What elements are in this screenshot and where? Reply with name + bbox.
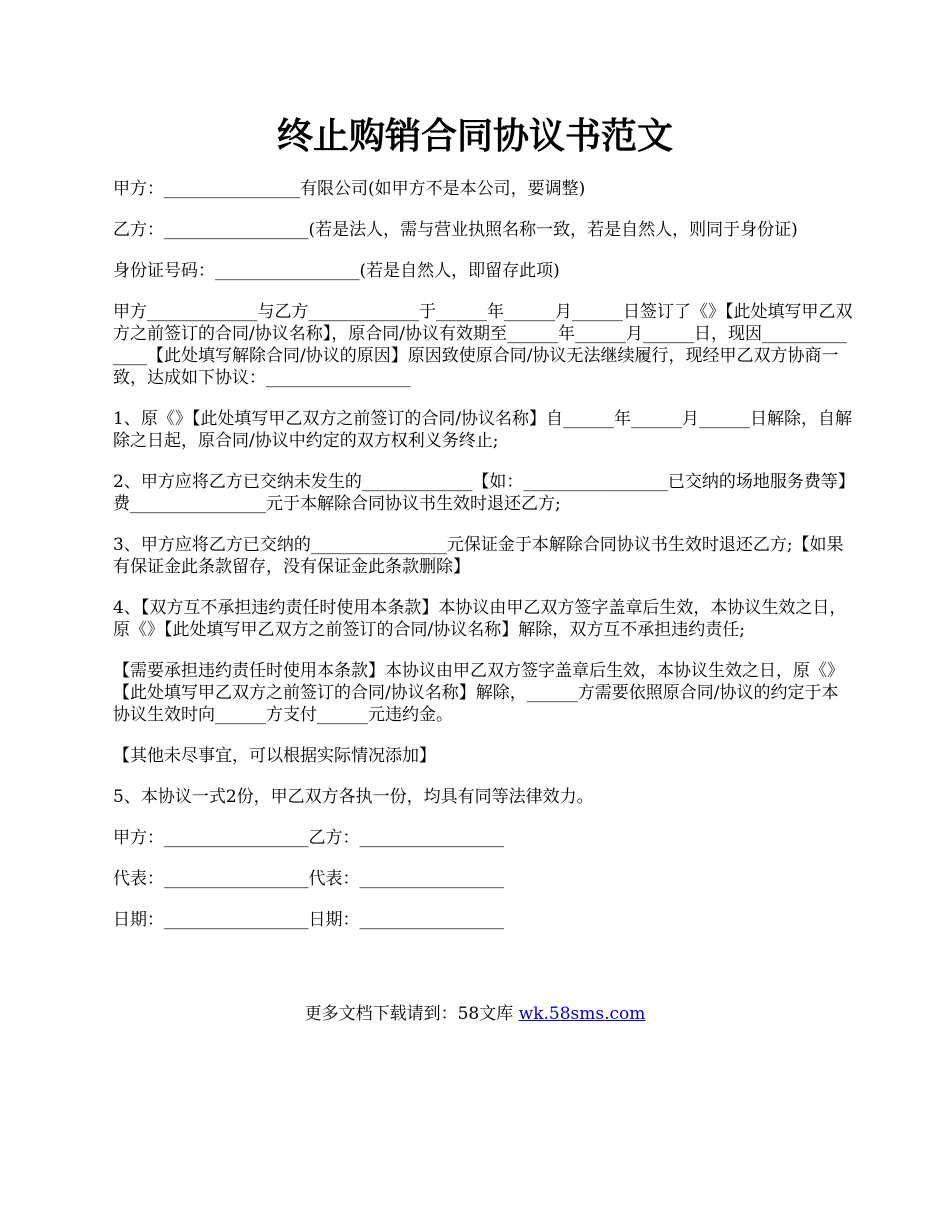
signature-party-line: 甲方：_________________乙方：_________________ — [113, 828, 504, 848]
document-body — [113, 178, 853, 950]
clause-4-alternative: 【需要承担违约责任时使用本条款】本协议由甲乙双方签字盖章后生效，本协议生效之日，原《》【此处填写甲乙双方之前签订的合同/协议名称】解除，______方需要依照原合同/协议的约定于本协议生效时向______方支付______元违约金。 — [113, 661, 844, 725]
preamble-paragraph: 甲方_____________与乙方_____________于______年______月______日签订了《》【此处填写甲乙双方之前签订的合同/协议名称】，原合同/协议有效期至______年______月______日，现因______________【此处填写解除合同/协议的原因】原因致使原合同/协议无法继续履行，现经甲乙双方协商一致，达成如下协议：_________________ — [113, 302, 853, 388]
signature-representative-line: 代表：_________________代表：_________________ — [113, 869, 504, 889]
party-b-line: 乙方：_________________(若是法人，需与营业执照名称一致，若是自然人，则同于身份证) — [113, 220, 798, 240]
footer-link[interactable]: wk.58sms.com — [518, 1004, 646, 1024]
clause-3: 3、甲方应将乙方已交纳的________________元保证金于本解除合同协议书生效时退还乙方;【如果有保证金此条款留存，没有保证金此条款删除】 — [113, 535, 844, 577]
clause-2: 2、甲方应将乙方已交纳未发生的_____________【如：_________________已交纳的场地服务费等】费________________元于本解除合同协议书生效时退还乙方; — [113, 472, 847, 514]
party-a-line: 甲方：________________有限公司(如甲方不是本公司，要调整) — [113, 179, 586, 199]
other-matters-note: 【其他未尽事宜，可以根据实际情况添加】 — [113, 746, 436, 766]
clause-5: 5、本协议一式2份，甲乙双方各执一份，均具有同等法律效力。 — [113, 787, 594, 807]
download-footer — [0, 1003, 950, 1025]
signature-date-line: 日期：_________________日期：_________________ — [113, 910, 504, 930]
clause-1: 1、原《》【此处填写甲乙双方之前签订的合同/协议名称】自______年______月______日解除，自解除之日起，原合同/协议中约定的双方权利义务终止; — [113, 409, 853, 451]
clause-4: 4、【双方互不承担违约责任时使用本条款】本协议由甲乙双方签字盖章后生效，本协议生效之日，原《》【此处填写甲乙双方之前签订的合同/协议名称】解除，双方互不承担违约责任; — [113, 598, 847, 640]
document-title: 终止购销合同协议书范文 — [276, 115, 673, 157]
footer-text: 更多文档下载请到：58文库 — [304, 1004, 519, 1024]
id-number-line: 身份证号码：_________________(若是自然人，即留存此项) — [113, 261, 560, 281]
